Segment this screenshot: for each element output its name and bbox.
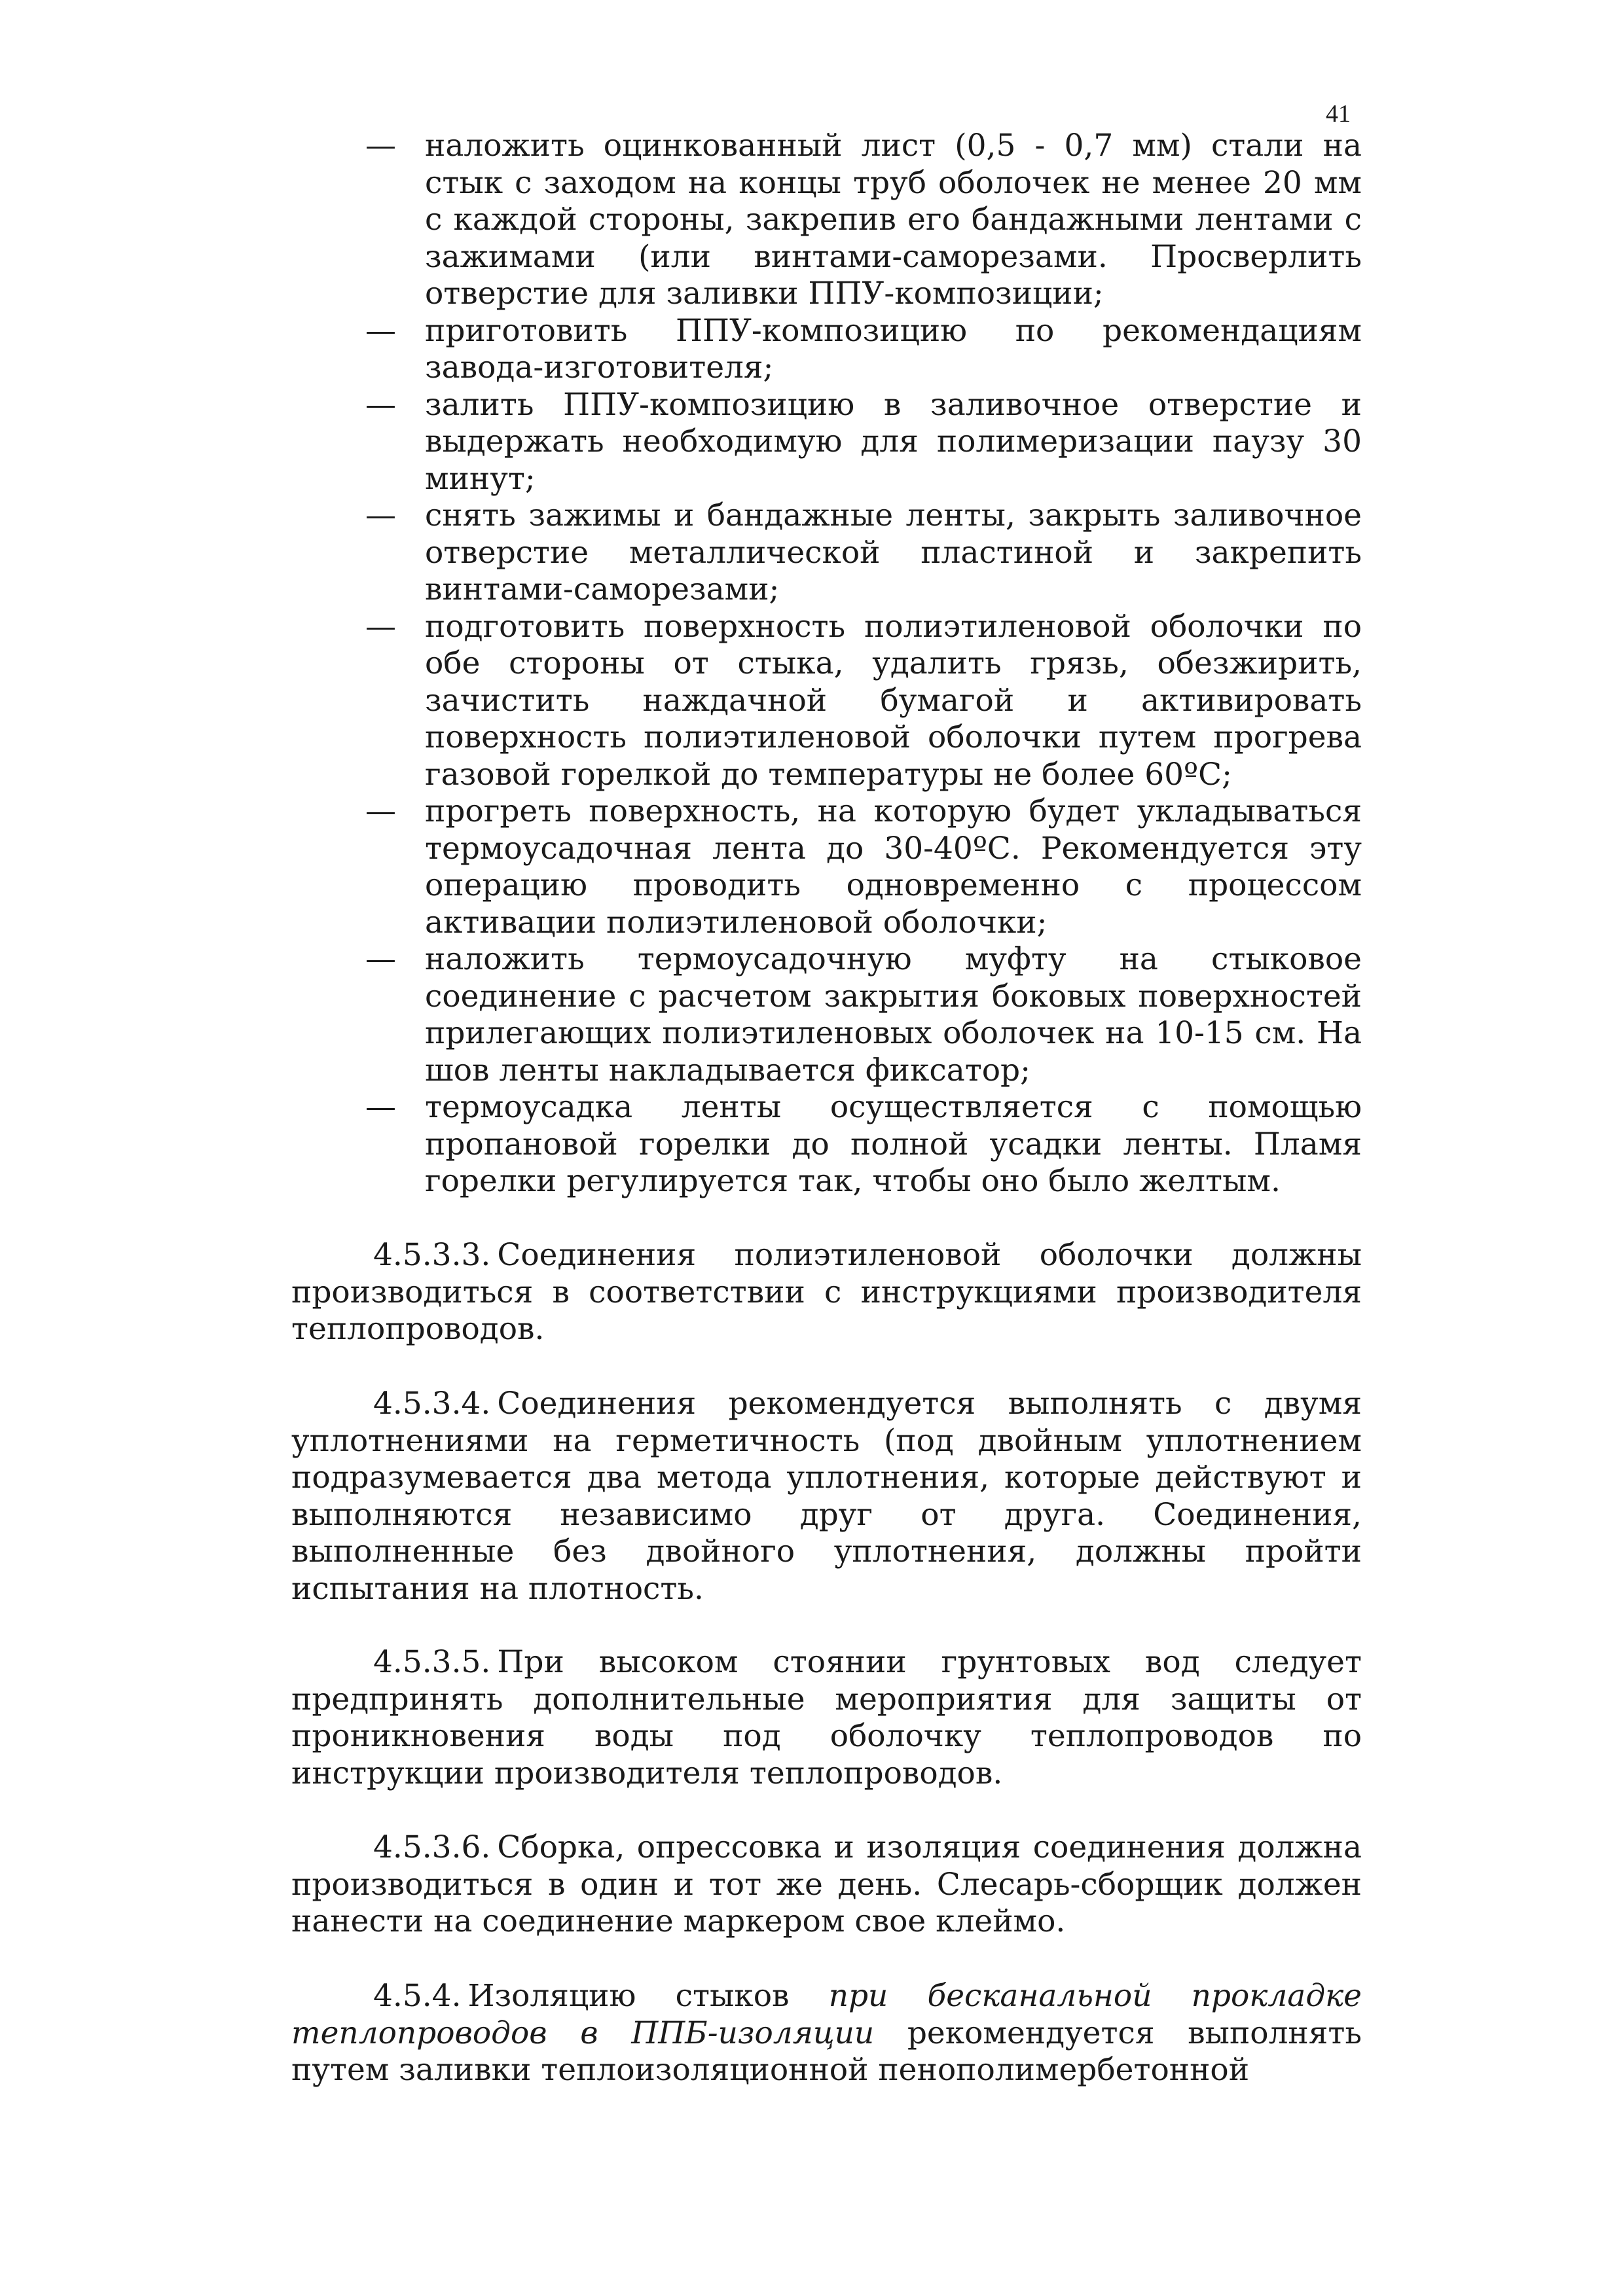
- list-item-text: наложить термоусадочную муфту на стыковое соединение с расчетом закрытия боковых поверхностей прилегающих полиэтиленовых оболочек на 10-15 см. На шов ленты накладывается фиксатор;: [425, 941, 1362, 1088]
- page-number: 41: [1326, 100, 1351, 128]
- list-dash: —: [365, 608, 396, 645]
- paragraph-text: Соединения полиэтиленовой оболочки должны производиться в соответствии с инструкциями производителя теплопроводов.: [291, 1237, 1362, 1347]
- list-item: [365, 128, 1362, 313]
- list-item-text: приготовить ППУ-композицию по рекомендациям завода-изготовителя;: [425, 312, 1362, 386]
- list-dash: —: [365, 128, 396, 164]
- paragraph-number: 4.5.3.3.: [373, 1237, 491, 1273]
- list-item: [365, 941, 1362, 1089]
- paragraph-4-5-3-5: [291, 1644, 1362, 1792]
- list-item-text: залить ППУ-композицию в заливочное отверстие и выдержать необходимую для полимеризации паузу 30 минут;: [425, 386, 1362, 497]
- paragraph-4-5-3-6: [291, 1829, 1362, 1941]
- list-item: [365, 609, 1362, 794]
- paragraph-4-5-4: [291, 1978, 1362, 2089]
- list-item: [365, 497, 1362, 609]
- list-dash: —: [365, 497, 396, 533]
- paragraph-italic-text: при бесканальной прокладке теплопроводов в ППБ-изоляции: [291, 1978, 1362, 2051]
- list-item: [365, 313, 1362, 387]
- paragraph-text: Изоляцию стыков: [467, 1978, 790, 2014]
- list-dash: —: [365, 386, 396, 423]
- list-item-text: прогреть поверхность, на которую будет укладываться термоусадочная лента до 30-40ºС. Рекомендуется эту операцию проводить одновременно с процессом активации полиэтиленовой оболочки;: [425, 793, 1362, 941]
- list-item-text: термоусадка ленты осуществляется с помощью пропановой горелки до полной усадки ленты. Пламя горелки регулируется так, чтобы оно было желтым.: [425, 1089, 1362, 1199]
- list-item: [365, 387, 1362, 498]
- list-dash: —: [365, 793, 396, 829]
- list-item-text: наложить оцинкованный лист (0,5 - 0,7 мм) стали на стык с заходом на концы труб оболочек не менее 20 мм с каждой стороны, закрепив его бандажными лентами с зажимами (или винтами-саморезами. Просверлить отверстие для заливки ППУ-композиции;: [425, 128, 1362, 312]
- list-item-text: снять зажимы и бандажные ленты, закрыть заливочное отверстие металлической пластиной и закрепить винтами-саморезами;: [425, 497, 1362, 607]
- paragraph-number: 4.5.4.: [373, 1978, 462, 2014]
- paragraph-4-5-3-4: [291, 1386, 1362, 1607]
- paragraph-text: рекомендуется выполнять путем заливки теплоизоляционной пенополимербетонной: [291, 2015, 1362, 2088]
- paragraph-number: 4.5.3.6.: [373, 1829, 491, 1865]
- paragraph-text: При высоком стоянии грунтовых вод следует предпринять дополнительные мероприятия для защиты от проникновения воды под оболочку теплопроводов по инструкции производителя теплопроводов.: [291, 1644, 1362, 1791]
- list-dash: —: [365, 941, 396, 977]
- paragraph-text: Сборка, опрессовка и изоляция соединения должна производиться в один и тот же день. Слесарь-сборщик должен нанести на соединение маркером свое клеймо.: [291, 1829, 1362, 1939]
- list-item-text: подготовить поверхность полиэтиленовой оболочки по обе стороны от стыка, удалить грязь, обезжирить, зачистить наждачной бумагой и активировать поверхность полиэтиленовой оболочки путем прогрева газовой горелкой до температуры не более 60ºС;: [425, 608, 1362, 793]
- list-dash: —: [365, 312, 396, 349]
- paragraph-text: Соединения рекомендуется выполнять с двумя уплотнениями на герметичность (под двойным уплотнением подразумевается два метода уплотнения, которые действуют и выполняются независимо друг от друга. Соединения, выполненные без двойного уплотнения, должны пройти испытания на плотность.: [291, 1386, 1362, 1607]
- paragraph-number: 4.5.3.4.: [373, 1386, 491, 1422]
- list-item: [365, 793, 1362, 941]
- paragraph-4-5-3-3: [291, 1237, 1362, 1348]
- paragraph-number: 4.5.3.5.: [373, 1644, 491, 1680]
- list-dash: —: [365, 1089, 396, 1125]
- procedure-list: [365, 128, 1362, 1200]
- list-item: [365, 1089, 1362, 1200]
